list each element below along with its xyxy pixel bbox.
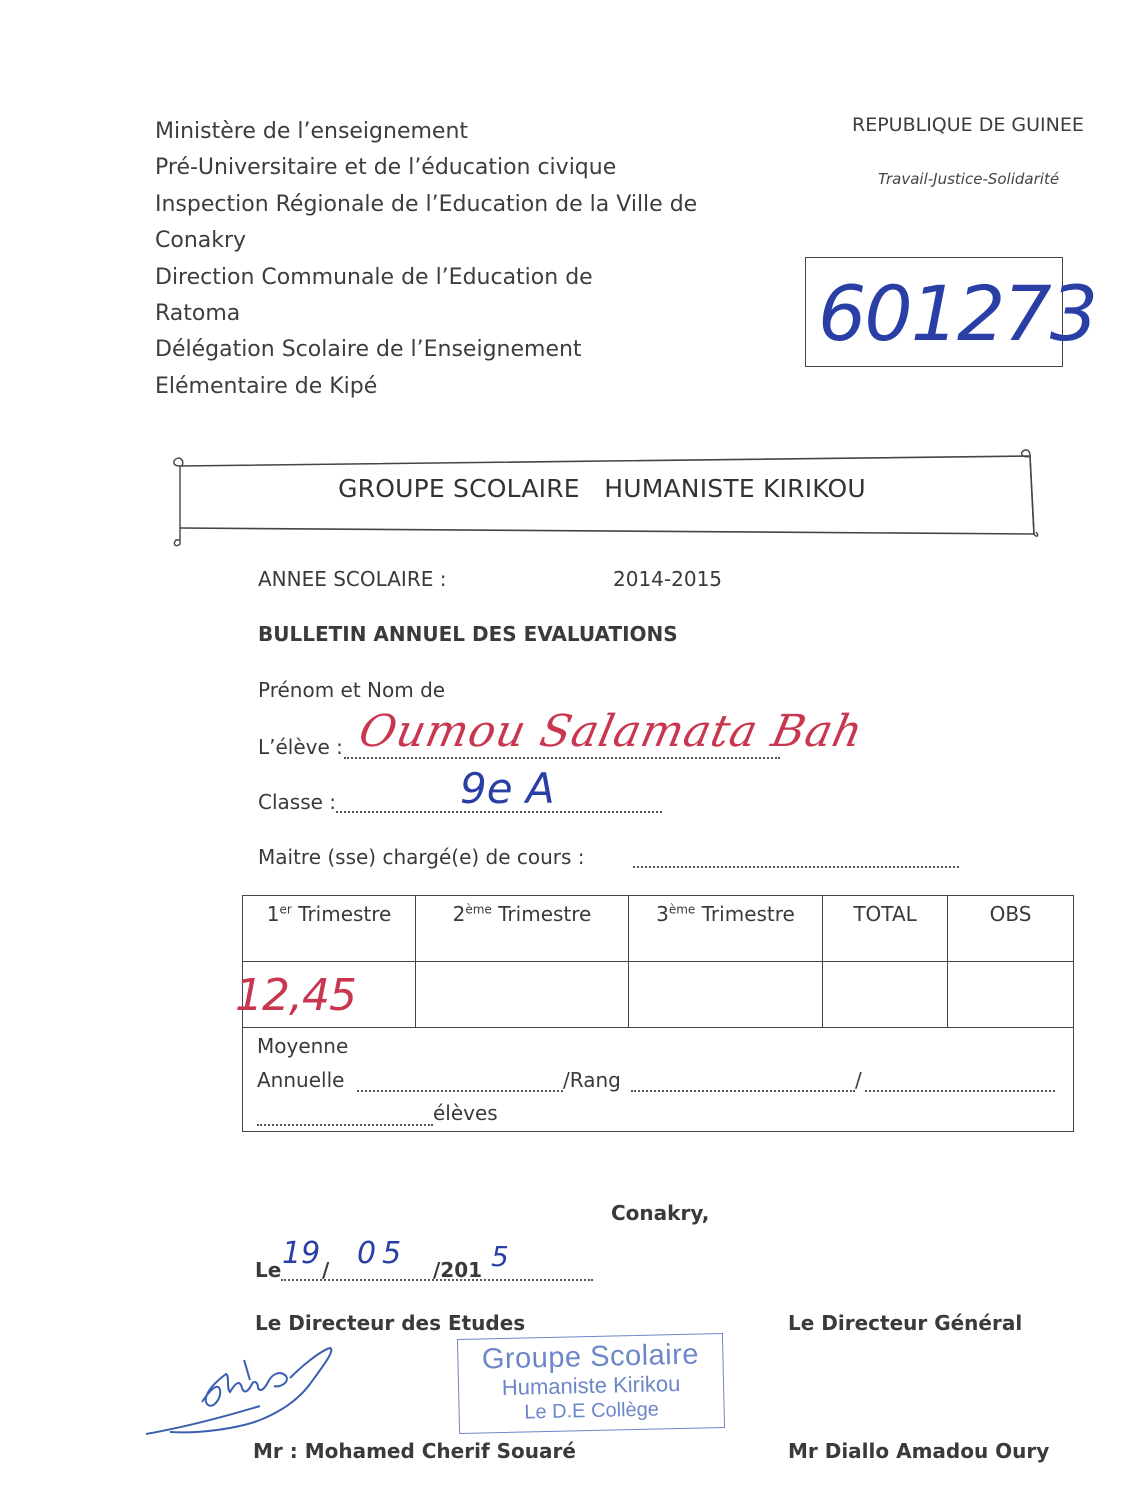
date-month-handwriting: 05 — [357, 1236, 408, 1271]
header-total: TOTAL — [823, 896, 948, 962]
director-general-name: Mr Diallo Amadou Oury — [788, 1439, 1050, 1463]
year-label: ANNEE SCOLAIRE : — [258, 567, 447, 591]
republic-motto: Travail-Justice-Solidarité — [878, 170, 1060, 188]
grade-trimestre-1-handwriting: 12,45 — [235, 970, 356, 1021]
class-handwriting: 9e A — [460, 764, 555, 813]
date-slash-1: / — [322, 1258, 330, 1282]
ministry-line: Direction Communale de l’Education de — [155, 264, 593, 290]
header-obs: OBS — [947, 896, 1073, 962]
moyenne-cell — [243, 1028, 1074, 1132]
ministry-line: Ratoma — [155, 301, 241, 327]
ministry-line: Pré-Universitaire et de l’éducation civique — [155, 155, 617, 181]
date-day-handwriting: 19 — [282, 1236, 321, 1271]
effectif-dotted-line — [865, 1090, 1055, 1092]
student-name-label-line2: L’élève : — [258, 735, 343, 759]
moyenne-row — [243, 1028, 1074, 1132]
teacher-label: Maitre (sse) chargé(e) de cours : — [258, 845, 585, 869]
student-name-label-line1: Prénom et Nom de — [258, 678, 446, 702]
teacher-dotted-line — [633, 866, 959, 868]
grades-table — [235, 895, 1074, 1132]
date-year-handwriting: 5 — [491, 1240, 509, 1273]
school-name: GROUPE SCOLAIRE HUMANISTE KIRIKOU — [338, 474, 866, 503]
stamp-line-2: Humaniste Kirikou — [501, 1370, 681, 1401]
rang-dotted-line — [631, 1090, 855, 1092]
ministry-line: Elémentaire de Kipé — [155, 373, 378, 399]
director-studies-name: Mr : Mohamed Cherif Souaré — [253, 1439, 576, 1463]
document-number-handwriting — [806, 258, 1097, 368]
ministry-header — [155, 114, 697, 405]
class-label: Classe : — [258, 790, 337, 814]
ministry-line: Ministère de l’enseignement — [155, 119, 469, 144]
ministry-line: Délégation Scolaire de l’Enseignement — [155, 337, 582, 363]
director-studies-title: Le Directeur des Etudes — [255, 1311, 526, 1335]
stamp-line-3: Le D.E Collège — [524, 1398, 660, 1424]
rang-separator: / — [855, 1068, 862, 1092]
grade-trimestre-1 — [235, 962, 416, 1028]
student-name-handwriting: Oumou Salamata Bah — [354, 706, 868, 757]
student-name-dotted-line — [344, 757, 780, 759]
place-label: Conakry, — [611, 1201, 710, 1225]
date-year-prefix: /201 — [433, 1258, 483, 1282]
eleves-label: élèves — [433, 1101, 498, 1125]
date-prefix: Le — [255, 1258, 282, 1282]
republic-title: REPUBLIQUE DE GUINEE — [852, 114, 1084, 136]
moyenne-dotted-line — [357, 1090, 563, 1092]
school-stamp — [457, 1333, 725, 1434]
grades-value-row — [243, 962, 1074, 1028]
bulletin-title: BULLETIN ANNUEL DES EVALUATIONS — [258, 622, 678, 646]
grade-trimestre-2 — [416, 962, 629, 1028]
director-general-title: Le Directeur Général — [788, 1311, 1023, 1335]
header-trimestre-2: 2ème Trimestre — [416, 896, 629, 962]
year-value: 2014-2015 — [613, 567, 723, 591]
ministry-line: Inspection Régionale de l’Education de la Ville de — [155, 191, 698, 217]
moyenne-annuelle-label: Annuelle — [257, 1068, 345, 1092]
document-number-box — [805, 257, 1097, 367]
grade-total — [823, 962, 948, 1028]
document-number: 601273 — [818, 269, 1097, 358]
stamp-line-1: Groupe Scolaire — [481, 1338, 700, 1376]
grade-obs — [947, 962, 1073, 1028]
ministry-line: Conakry — [155, 228, 247, 254]
grades-header-row — [243, 896, 1074, 962]
header-trimestre-3: 3ème Trimestre — [628, 896, 822, 962]
eleves-dotted-line — [257, 1124, 433, 1126]
header-trimestre-1: 1er Trimestre — [243, 896, 416, 962]
moyenne-label: Moyenne — [257, 1034, 349, 1058]
grade-trimestre-3 — [628, 962, 822, 1028]
rang-label: /Rang — [563, 1068, 621, 1092]
